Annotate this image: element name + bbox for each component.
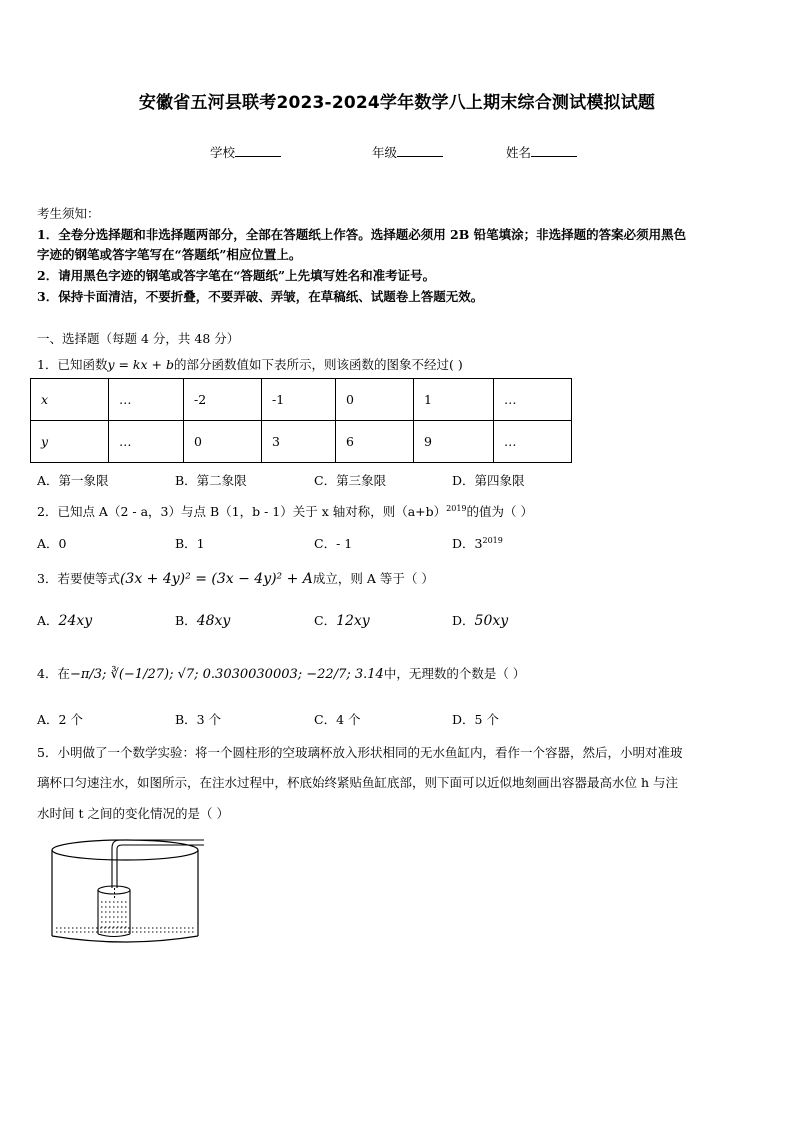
table-cell: -1: [262, 379, 336, 421]
table-cell: …: [109, 421, 184, 463]
q3-option-c-value: 12xy: [336, 613, 370, 629]
q3-option-b[interactable]: [175, 611, 230, 629]
q3-option-d-label: D．: [452, 613, 475, 628]
q4-option-a[interactable]: A．2 个: [37, 712, 83, 727]
q3-tail: 成立，则 A 等于（ ）: [312, 571, 434, 586]
name-label: 姓名: [506, 145, 532, 160]
q3-stem: [37, 569, 434, 587]
table-cell: 0: [336, 379, 414, 421]
q4-stem: [37, 664, 525, 682]
table-cell: 6: [336, 421, 414, 463]
q2-option-a[interactable]: A．0: [37, 536, 67, 551]
table-cell: -2: [184, 379, 262, 421]
pipe-inner: [117, 845, 204, 888]
table-cell: 1: [414, 379, 494, 421]
notice-item-1a: 1．全卷分选择题和非选择题两部分，全部在答题纸上作答。选择题必须用 2B 铅笔填涂；非选择题的答案必须用黑色: [37, 227, 687, 242]
q2-option-d-label: D．3: [452, 536, 483, 551]
q3-option-b-label: B．: [175, 613, 197, 628]
q1-suffix: 的部分函数值如下表所示，则该函数的图象不经过( ): [173, 357, 463, 372]
page-title: 安徽省五河县联考2023-2024学年数学八上期末综合测试模拟试题: [138, 93, 656, 113]
notice-item-2: 2．请用黑色字迹的钢笔或答字笔在“答题纸”上先填写姓名和准考证号。: [37, 268, 436, 283]
q5-line-3: 水时间 t 之间的变化情况的是（ ）: [37, 806, 229, 821]
q1-table: [30, 378, 572, 463]
q2-tail: 的值为（ ）: [466, 504, 533, 519]
q4-prefix: 4．在: [37, 666, 70, 681]
q3-option-c-label: C．: [314, 613, 337, 628]
q1-formula: y = kx + b: [107, 357, 174, 372]
table-cell: 9: [414, 421, 494, 463]
notice-item-1b: 字迹的钢笔或答字笔写在“答题纸”相应位置上。: [37, 247, 302, 262]
table-cell: y: [31, 421, 109, 463]
q2-option-c[interactable]: C．- 1: [314, 536, 353, 551]
grade-blank[interactable]: [397, 144, 443, 157]
q4-suffix: 中，无理数的个数是（ ）: [383, 666, 526, 681]
notice-item-3: 3．保持卡面清洁，不要折叠，不要弄破、弄皱，在草稿纸、试题卷上答题无效。: [37, 289, 484, 304]
tank-rim: [52, 840, 198, 860]
q3-option-d-value: 50xy: [474, 613, 509, 629]
q2-exponent: 2019: [446, 503, 467, 513]
name-blank[interactable]: [531, 144, 577, 157]
grade-label: 年级: [372, 145, 398, 160]
q5-line-1: 5．小明做了一个数学实验：将一个圆柱形的空玻璃杯放入形状相同的无水鱼缸内，看作一个容器，然后，小明对准玻: [37, 745, 683, 760]
table-row: [31, 379, 572, 421]
q3-option-a[interactable]: [37, 611, 92, 629]
q1-stem: [37, 355, 463, 373]
q1-option-b[interactable]: B．第二象限: [175, 473, 247, 488]
table-cell: …: [494, 421, 572, 463]
q1-prefix: 1．已知函数: [37, 357, 108, 372]
school-blank[interactable]: [235, 144, 281, 157]
section-heading: 一、选择题（每题 4 分，共 48 分）: [37, 331, 240, 346]
q3-option-b-value: 48xy: [196, 613, 231, 629]
q3-option-c[interactable]: [314, 611, 370, 629]
table-cell: 0: [184, 421, 262, 463]
q5-line-2: 璃杯口匀速注水，如图所示，在注水过程中，杯底始终紧贴鱼缸底部，则下面可以近似地刻画出容器最高水位 h 与注: [37, 775, 678, 790]
table-row: [31, 421, 572, 463]
q3-formula: (3x + 4y)² = (3x − 4y)² + A: [119, 571, 313, 587]
school-label: 学校: [210, 145, 236, 160]
q4-option-d[interactable]: D．5 个: [452, 712, 499, 727]
fish-tank-figure: [44, 836, 206, 948]
q4-option-c[interactable]: C．4 个: [314, 712, 361, 727]
q1-option-c[interactable]: C．第三象限: [314, 473, 387, 488]
grade-field: [372, 143, 443, 161]
table-cell: x: [31, 379, 109, 421]
q4-option-b[interactable]: B．3 个: [175, 712, 222, 727]
q3-option-a-value: 24xy: [58, 613, 93, 629]
q1-option-a[interactable]: A．第一象限: [37, 473, 109, 488]
table-cell: …: [109, 379, 184, 421]
cup-bottom: [98, 934, 130, 937]
q2-option-d-exponent: 2019: [482, 535, 503, 545]
tank-bottom: [52, 936, 198, 942]
q4-number-list: −π/3; ∛(−1/27); √7; 0.3030030003; −22/7; 3.14: [69, 667, 384, 682]
q3-option-d[interactable]: [452, 611, 508, 629]
q3-option-a-label: A．: [37, 613, 59, 628]
q2-option-d[interactable]: [452, 534, 503, 552]
q1-option-d[interactable]: D．第四象限: [452, 473, 525, 488]
table-cell: …: [494, 379, 572, 421]
q2-stem: [37, 502, 533, 520]
notice-heading: 考生须知：: [37, 206, 100, 221]
name-field: [506, 143, 577, 161]
q2-text: 2．已知点 A（2 - a，3）与点 B（1，b - 1）关于 x 轴对称，则（a+b）: [37, 504, 447, 519]
table-cell: 3: [262, 421, 336, 463]
q2-option-b[interactable]: B．1: [175, 536, 205, 551]
q3-text: 3．若要使等式: [37, 571, 120, 586]
school-field: [210, 143, 281, 161]
pipe-outer: [112, 840, 204, 888]
